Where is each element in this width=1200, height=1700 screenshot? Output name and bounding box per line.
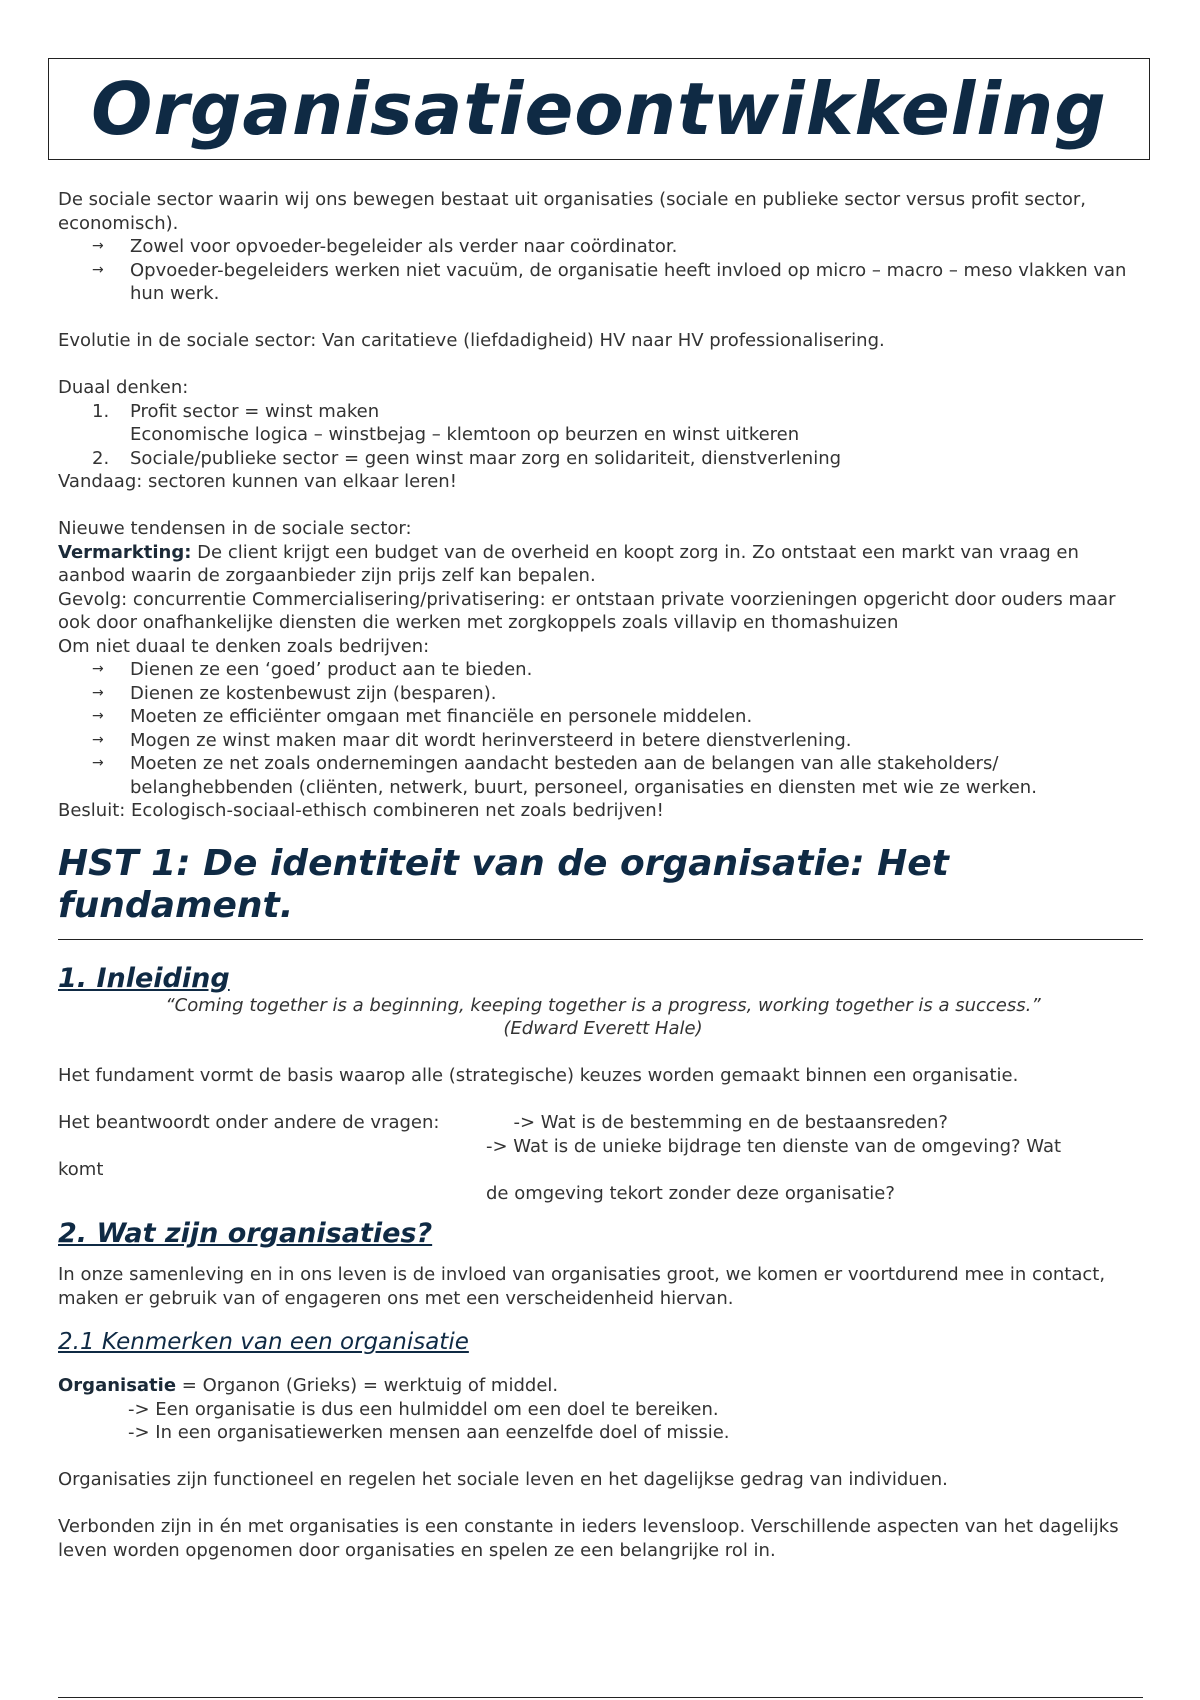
organisatie-sub-1: -> Een organisatie is dus een hulmiddel om een doel te bereiken. (128, 1398, 719, 1420)
verbonden-paragraph: Verbonden zijn in én met organisaties is een constante in ieders levensloop. Verschillende aspecten van het dagelijks leven worden opgenomen door organisaties en spelen ze een belangrijke rol in. (58, 1516, 1119, 1561)
arrow-icon: → (92, 731, 104, 748)
functioneel-paragraph: Organisaties zijn functioneel en regelen het sociale leven en het dagelijkse gedrag van individuen. (58, 1469, 948, 1490)
section-1-heading: 1. Inleiding (58, 962, 230, 994)
bottom-divider (58, 1697, 1143, 1698)
vragen-line-1: Het beantwoordt onder andere de vragen: -> Wat is de bestemming en de bestaansreden? (58, 1112, 948, 1133)
duaal-sub: Economische logica – winstbejag – klemtoon op beurzen en winst uitkeren (130, 424, 800, 445)
list-item: → Opvoeder-begeleiders werken niet vacuüm, de organisatie heeft invloed op micro – macro – meso vlakken van hun werk. (92, 259, 1127, 304)
vragen-line-2: -> Wat is de unieke bijdrage ten dienste van de omgeving? Wat (486, 1135, 1062, 1157)
arrow-icon: → (92, 708, 104, 724)
quote-author: (Edward Everett Hale) (503, 1018, 703, 1039)
evolutie-paragraph: Evolutie in de sociale sector: Van caritatieve (liefdadigheid) HV naar HV professionalisering. (58, 330, 885, 351)
list-item: → Moeten ze efficiënter omgaan met financiële en personele middelen. (92, 706, 753, 727)
document-title: Organisatieontwikkeling (91, 67, 1107, 151)
arrow-icon: → (92, 661, 104, 677)
om-niet-paragraph: Om niet duaal te denken zoals bedrijven: (58, 635, 430, 657)
vermarkting-paragraph: Vermarkting: De client krijgt een budget van de overheid en koopt zorg in. Zo ontstaat een markt van vraag en aanbod waarin de zorgaanbieder zijn prijs zelf kan bepalen. (58, 541, 1079, 586)
organisatie-label: Organisatie (58, 1375, 177, 1396)
document-content (58, 188, 1148, 1562)
list-item: 2. Sociale/publieke sector = geen winst maar zorg en solidariteit, dienstverlening (92, 447, 842, 469)
list-item: → Dienen ze kostenbewust zijn (besparen). (92, 682, 497, 704)
arrow-icon: → (92, 261, 104, 278)
intro-bullet-list (58, 235, 1148, 306)
vermarkting-label: Vermarkting: (58, 541, 192, 563)
gevolg-paragraph: Gevolg: concurrentie Commercialisering/privatisering: er ontstaan private voorzieningen opgericht door ouders maar ook door onafhankelijke diensten die werken met zorgkoppels zoals villavip en thomashuizen (58, 588, 1116, 633)
om-bullet-list (58, 658, 1148, 799)
duaal-list (58, 400, 1148, 424)
chapter-heading: HST 1: De identiteit van de organisatie: Het fundament. (58, 843, 1143, 940)
list-item: → Mogen ze winst maken maar dit wordt herinversteerd in betere dienstverlening. (92, 729, 852, 751)
title-box (48, 58, 1150, 160)
organisatie-sub-2: -> In een organisatiewerken mensen aan eenzelfde doel of missie. (128, 1422, 730, 1443)
section-2-1-heading: 2.1 Kenmerken van een organisatie (58, 1329, 469, 1355)
besluit-paragraph: Besluit: Ecologisch-sociaal-ethisch combineren net zoals bedrijven! (58, 800, 664, 821)
fundament-paragraph: Het fundament vormt de basis waarop alle (strategische) keuzes worden gemaakt binnen een organisatie. (58, 1065, 1019, 1086)
duaal-list-2 (58, 447, 1148, 471)
arrow-icon: → (92, 684, 104, 701)
list-item: 1. Profit sector = winst maken (92, 400, 380, 422)
organisatie-definition: Organisatie = Organon (Grieks) = werktuig of middel. (58, 1375, 559, 1396)
quote: “Coming together is a beginning, keeping together is a progress, working together is a success.” (165, 994, 1041, 1016)
arrow-icon: → (92, 238, 104, 254)
duaal-heading: Duaal denken: (58, 377, 189, 398)
list-item: → Zowel voor opvoeder-begeleider als verder naar coördinator. (92, 236, 678, 257)
vragen-line-komt: komt (58, 1159, 104, 1180)
tendensen-heading: Nieuwe tendensen in de sociale sector: (58, 518, 412, 539)
list-item: → Dienen ze een ‘goed’ product aan te bieden. (92, 659, 533, 680)
section-2-paragraph: In onze samenleving en in ons leven is de invloed van organisaties groot, we komen er voortdurend mee in contact, maken er gebruik van of engageren ons met een verscheidenheid hiervan. (58, 1264, 1106, 1309)
arrow-icon: → (92, 755, 104, 771)
list-item: → Moeten ze net zoals ondernemingen aandacht besteden aan de belangen van alle stakeholders/ belanghebbenden (cliënten, netwerk, buurt, personeel, organisaties en diensten met wie ze werken. (92, 753, 1037, 798)
intro-paragraph: De sociale sector waarin wij ons bewegen bestaat uit organisaties (sociale en publieke sector versus profit sector, economisch). (58, 189, 1086, 234)
vragen-line-3: de omgeving tekort zonder deze organisatie? (486, 1182, 895, 1204)
section-2-heading: 2. Wat zijn organisaties? (58, 1218, 433, 1249)
vandaag-paragraph: Vandaag: sectoren kunnen van elkaar leren! (58, 471, 457, 492)
